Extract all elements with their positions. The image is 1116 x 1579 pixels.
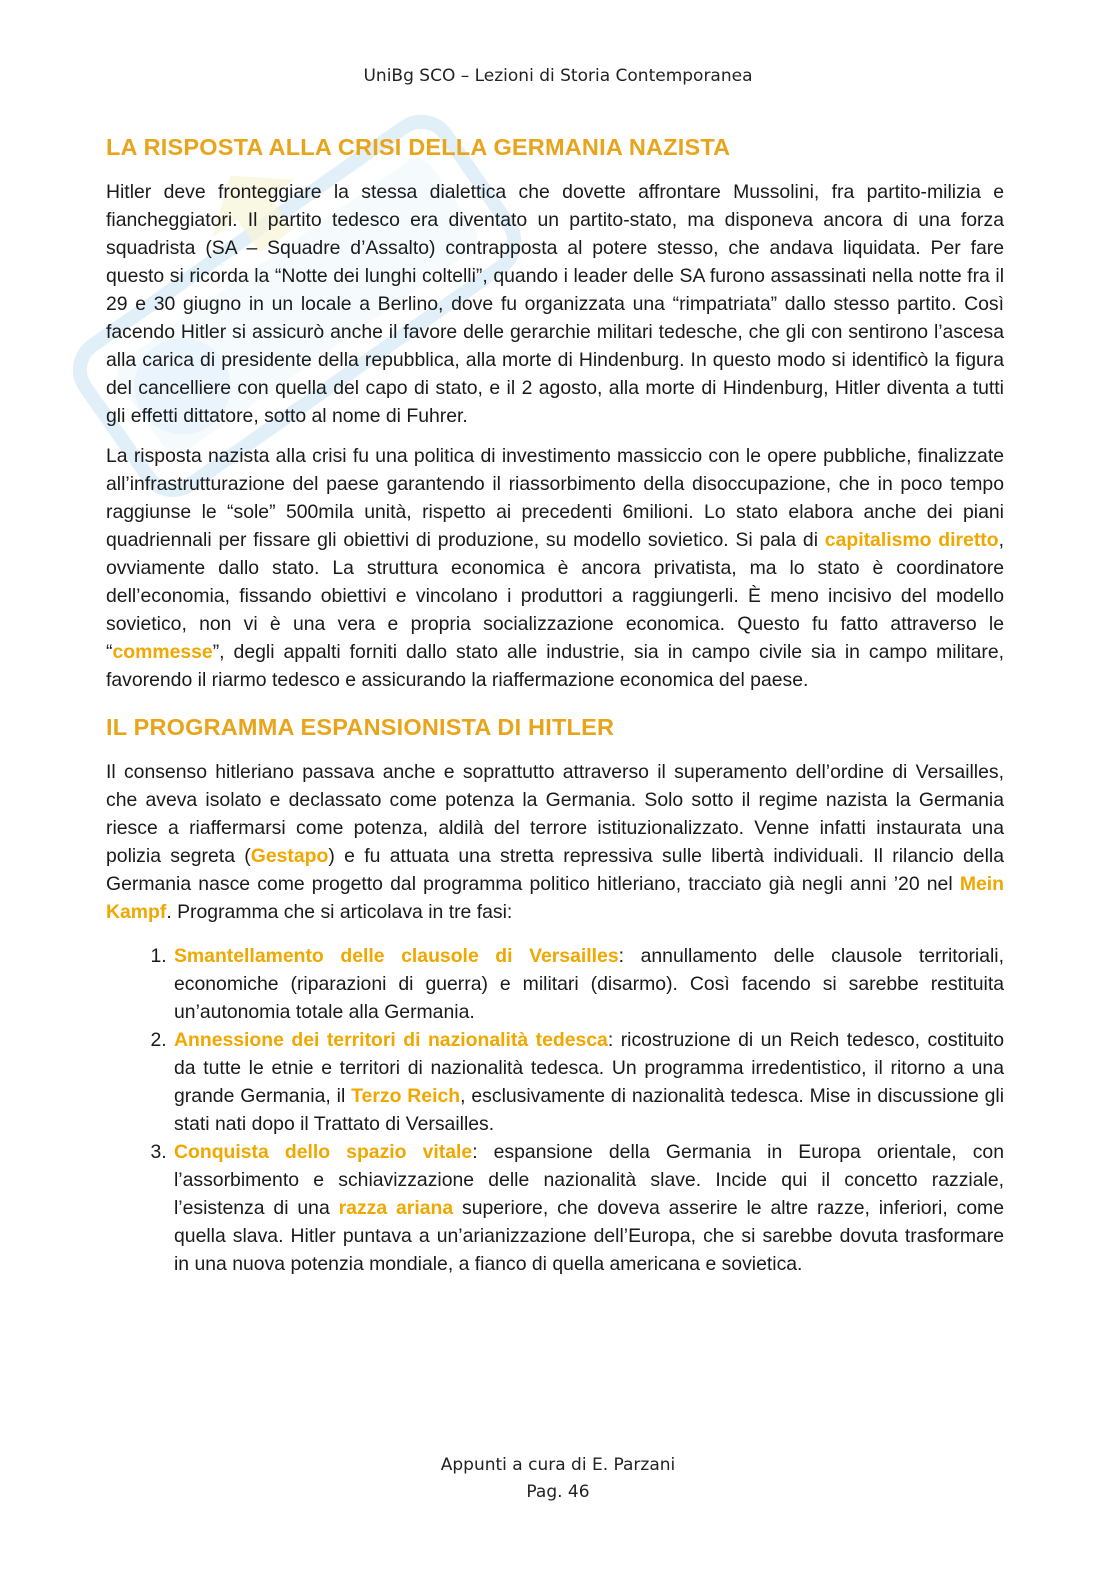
highlight-mein-kampf: Mein Kampf: [106, 873, 1004, 923]
section-title-risposta-crisi: LA RISPOSTA ALLA CRISI DELLA GERMANIA NAZISTA: [106, 134, 731, 160]
page-content: [106, 132, 1004, 1278]
paragraph-risposta-nazista: [106, 442, 1004, 694]
highlight-smantellamento: Smantellamento delle clausole di Versailles: [174, 945, 619, 967]
text-run: : ricostruzione di un Reich tedesco, costituito da tutte le etnie e territori di nazionalità tedesca. Un programma irredentistico, il ritorno a una grande Germania, il: [174, 1029, 1004, 1107]
highlight-razza-ariana: razza ariana: [338, 1197, 454, 1219]
page-number: Pag. 46: [526, 1482, 590, 1502]
text-run: Il consenso hitleriano passava anche e soprattutto attraverso il superamento dell’ordine di Versailles, che aveva isolato e declassato come potenza la Germania. Solo sotto il regime nazista la Germania riesce a riaffermarsi come potenza, aldilà del terrore istituzionalizzato. Venne infatti instaurata una polizia segreta (: [106, 761, 1004, 867]
paragraph-consenso-hitleriano: [106, 758, 1004, 926]
text-run: : espansione della Germania in Europa orientale, con l’assorbimento e schiavizzazione delle nazionalità slave. Incide qui il concetto razziale, l’esistenza di una: [174, 1141, 1004, 1219]
highlight-gestapo: Gestapo: [250, 845, 329, 867]
three-phases-list: [106, 942, 1004, 1278]
running-header: UniBg SCO – Lezioni di Storia Contemporanea: [363, 66, 753, 86]
footer-author: Appunti a cura di E. Parzani: [440, 1455, 676, 1475]
highlight-capitalismo-diretto: capitalismo diretto: [824, 529, 999, 551]
list-item: [172, 1138, 1004, 1278]
page-footer: [0, 1452, 1116, 1506]
text-run: , ovviamente dallo stato. La struttura economica è ancora privatista, ma lo stato è coordinatore dell’economia, fissando obiettivi e vincolano i produttori a raggiungerli. È meno incisivo del modello sovietico, non vi è una vera e propria socializzazione economica. Questo fu fatto attraverso le “: [106, 529, 1004, 663]
section-title-programma-espansionista: IL PROGRAMMA ESPANSIONISTA DI HITLER: [106, 714, 615, 740]
text-run: ”, degli appalti forniti dallo stato alle industrie, sia in campo civile sia in campo militare, favorendo il riarmo tedesco e assicurando la riaffermazione economica del paese.: [106, 641, 1004, 691]
list-item: [172, 942, 1004, 1026]
list-item: [172, 1026, 1004, 1138]
text-run: : annullamento delle clausole territoriali, economiche (riparazioni di guerra) e militari (disarmo). Così facendo si sarebbe restituita un’autonomia totale alla Germania.: [174, 945, 1004, 1023]
text-run: ) e fu attuata una stretta repressiva sulle libertà individuali. Il rilancio della Germania nasce come progetto dal programma politico hitleriano, tracciato già negli anni ’20 nel: [106, 845, 1004, 895]
text-run: , esclusivamente di nazionalità tedesca. Mise in discussione gli stati nati dopo il Trattato di Versailles.: [174, 1085, 1005, 1135]
highlight-annessione: Annessione dei territori di nazionalità tedesca: [174, 1029, 608, 1051]
highlight-commesse: commesse: [112, 641, 213, 663]
text-run: La risposta nazista alla crisi fu una politica di investimento massiccio con le opere pubbliche, finalizzate all’infrastrutturazione del paese garantendo il riassorbimento della disoccupazione, che in poco tempo raggiunse le “sole” 500mila unità, rispetto ai precedenti 6milioni. Lo stato elabora anche dei piani quadriennali per fissare gli obiettivi di produzione, su modello sovietico. Si pala di: [106, 445, 1004, 551]
highlight-spazio-vitale: Conquista dello spazio vitale: [174, 1141, 473, 1163]
highlight-terzo-reich: Terzo Reich: [351, 1085, 461, 1107]
text-run: superiore, che doveva asserire le altre razze, inferiori, come quella slava. Hitler puntava a un’arianizzazione dell’Europa, che si sarebbe dovuta trasformare in una nuova potenzia mondiale, a fianco di quella americana e sovietica.: [174, 1197, 1004, 1275]
paragraph-notte-lunghi-coltelli: Hitler deve fronteggiare la stessa dialettica che dovette affrontare Mussolini, fra partito-milizia e fiancheggiatori. Il partito tedesco era diventato un partito-stato, ma disponeva ancora di una forza squadrista (SA – Squadre d’Assalto) contrapposta al potere stesso, che andava liquidata. Per fare questo si ricorda la “Notte dei lunghi coltelli”, quando i leader delle SA furono assassinati nella notte fra il 29 e 30 giugno in un locale a Berlino, dove fu organizzata una “rimpatriata” dallo stesso partito. Così facendo Hitler si assicurò anche il favore delle gerarchie militari tedesche, che gli con sentirono l’ascesa alla carica di presidente della repubblica, alla morte di Hindenburg. In questo modo si identificò la figura del cancelliere con quella del capo di stato, e il 2 agosto, alla morte di Hindenburg, Hitler diventa a tutti gli effetti dittatore, sotto al nome di Fuhrer.: [106, 181, 1004, 427]
text-run: . Programma che si articolava in tre fasi:: [166, 901, 513, 923]
